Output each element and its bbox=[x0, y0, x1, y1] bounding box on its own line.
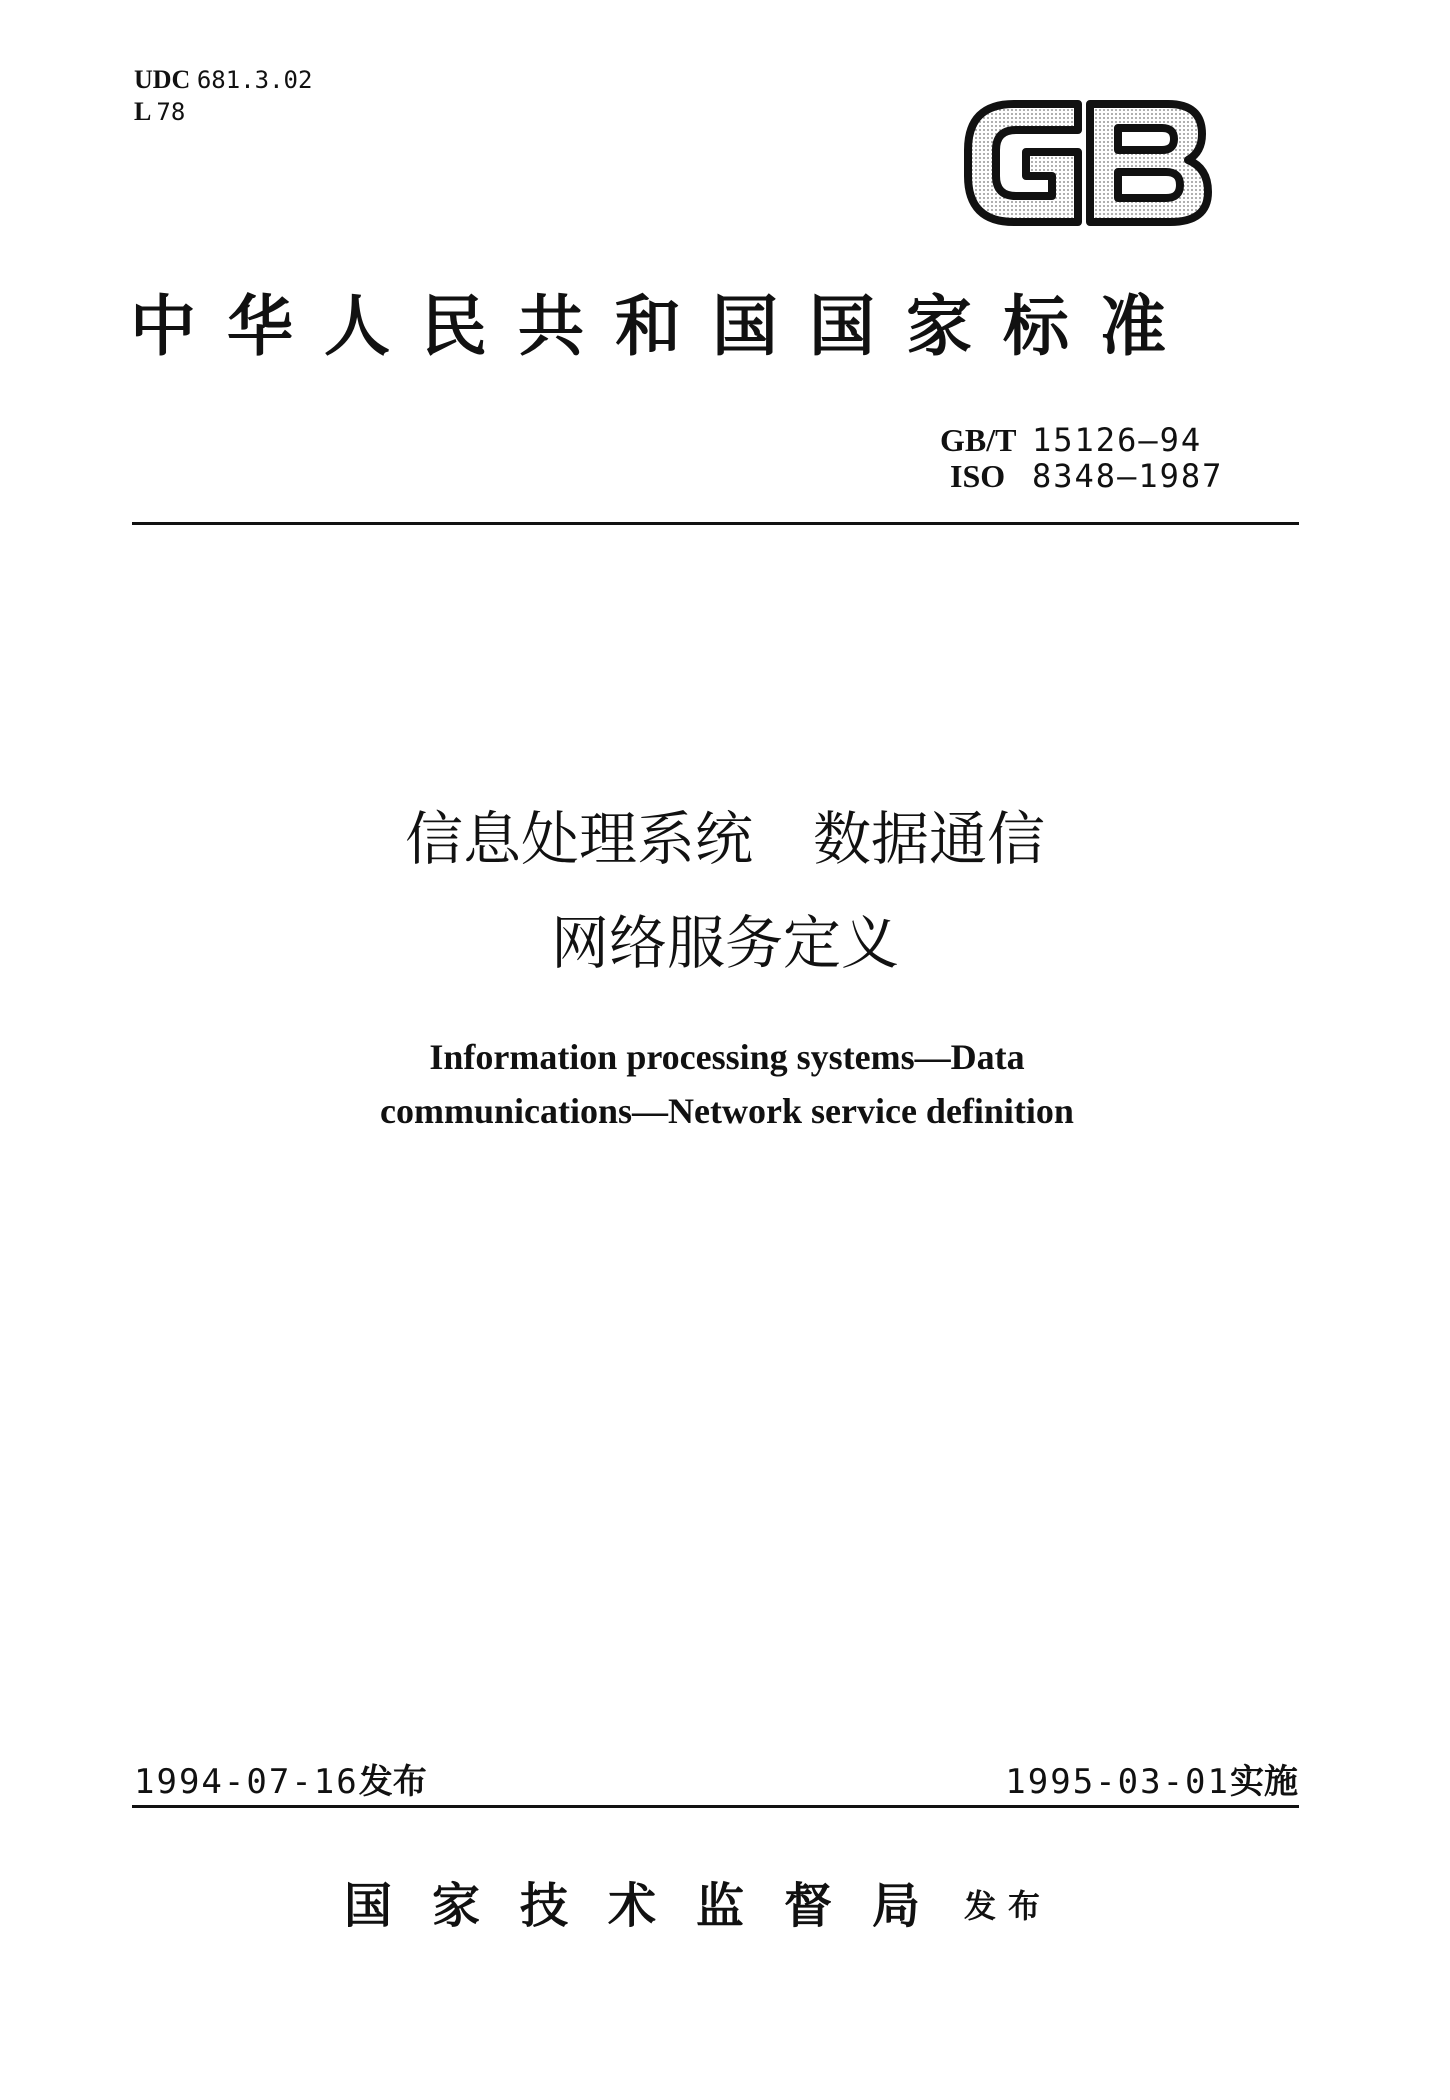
classification-codes bbox=[134, 64, 312, 128]
iso-standard-number bbox=[940, 458, 1223, 494]
gb-number: 15126—94 bbox=[1032, 421, 1203, 459]
iso-prefix: ISO bbox=[950, 458, 1006, 494]
en-title-line-1: Information processing systems—Data bbox=[429, 1037, 1025, 1077]
cn-title-line-1 bbox=[0, 802, 1450, 876]
udc-label: UDC bbox=[134, 65, 191, 94]
ccs-code bbox=[134, 96, 312, 128]
issue-date-value: 1994-07-16 bbox=[134, 1762, 359, 1802]
issue-date bbox=[134, 1762, 427, 1802]
udc-value: 681.3.02 bbox=[196, 66, 313, 94]
implementation-date-label: 实施 bbox=[1230, 1762, 1298, 1802]
cn-title-part-1: 信息处理系统 bbox=[404, 805, 753, 873]
header-divider bbox=[132, 522, 1299, 525]
en-title-line-2: communications—Network service definition bbox=[380, 1091, 1074, 1131]
cn-title-line-2: 网络服务定义 bbox=[550, 909, 899, 977]
ccs-value: 78 bbox=[156, 98, 186, 126]
cn-title-part-2: 数据通信 bbox=[813, 805, 1046, 873]
issuer-organization: 国家技术监督局 bbox=[344, 1878, 961, 1934]
gb-logo-icon bbox=[962, 92, 1216, 232]
footer-divider bbox=[132, 1805, 1299, 1808]
gb-prefix: GB/T bbox=[940, 422, 1017, 458]
issuer-action: 发布 bbox=[964, 1887, 1053, 1925]
issuing-authority bbox=[344, 1876, 1052, 1936]
udc-code bbox=[134, 64, 312, 96]
standard-numbers bbox=[940, 422, 1223, 494]
issue-date-label: 发布 bbox=[358, 1762, 427, 1802]
implementation-date-value: 1995-03-01 bbox=[1005, 1762, 1230, 1802]
ccs-label: L bbox=[134, 97, 150, 126]
gb-standard-number bbox=[940, 422, 1223, 458]
iso-number: 8348—1987 bbox=[1032, 457, 1224, 495]
implementation-date bbox=[1005, 1762, 1298, 1802]
national-standard-title: 中华人民共和国国家标准 bbox=[130, 287, 1197, 365]
